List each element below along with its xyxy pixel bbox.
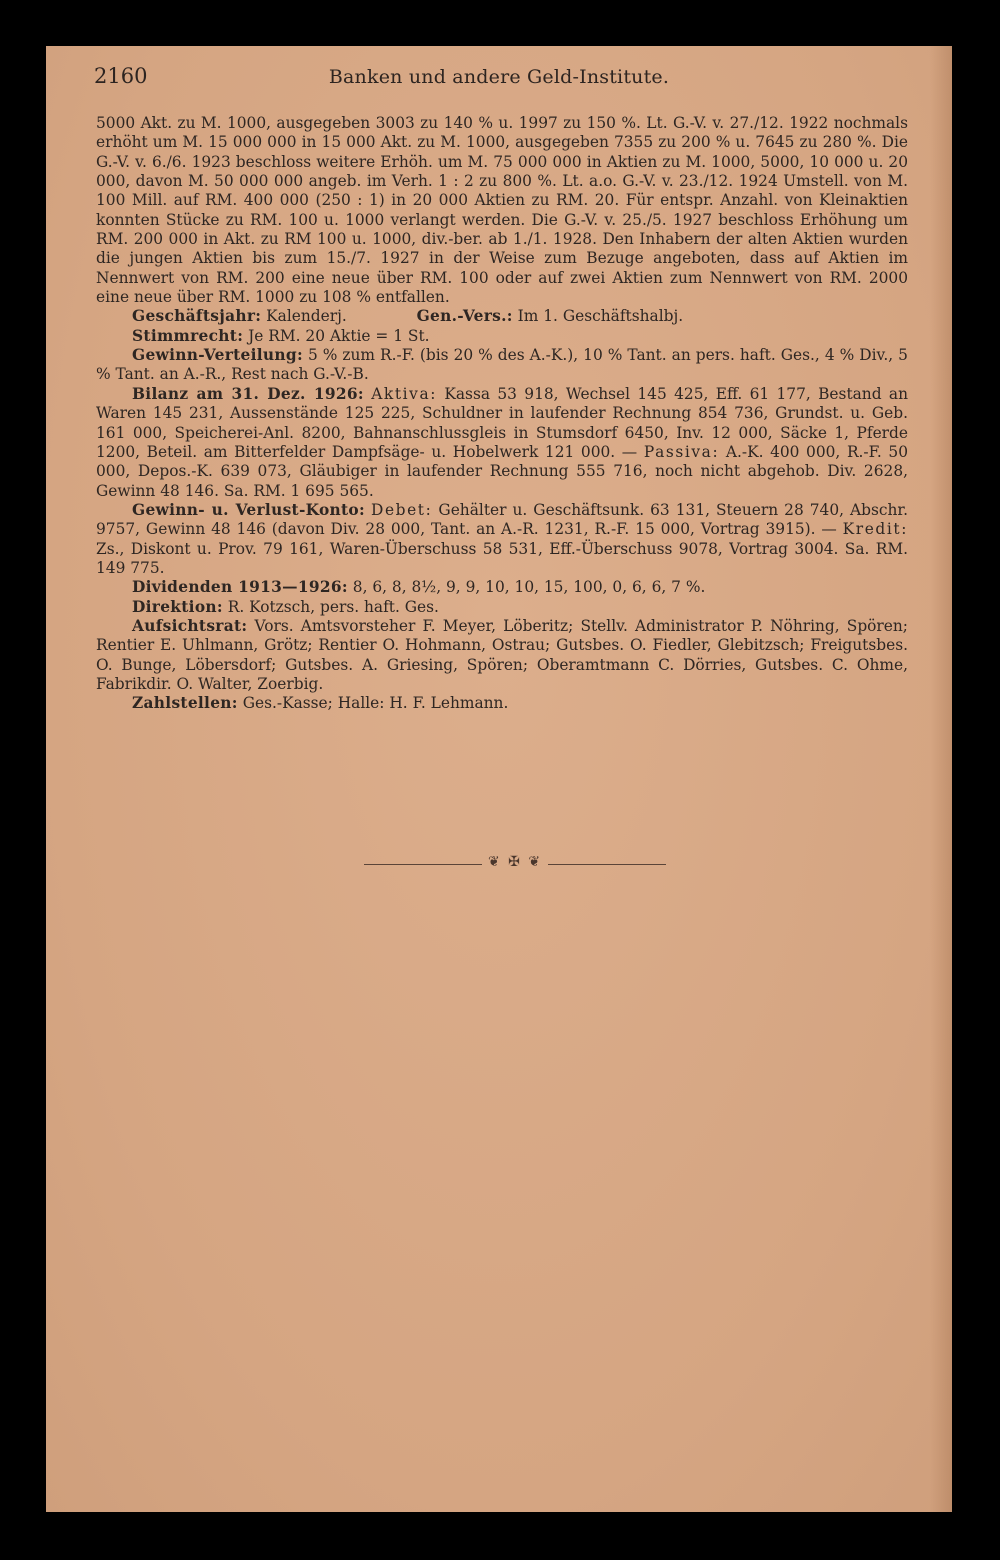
paragraph-dividends	[96, 578, 908, 597]
paragraph-profit-loss	[96, 501, 908, 578]
body-text	[96, 114, 908, 714]
section-divider-ornament	[364, 856, 666, 872]
running-title: Banken und andere Geld-Institute.	[328, 66, 670, 88]
assets-text: Kassa 53 918, Wechsel 145 425, Eff. 61 177, Bestand an Waren 145 231, Aussenstände 125 225, Schuldner in laufender Rechnung 854 736, Grundst. u. Geb. 161 000, Speicherei-Anl. 8200, Bahnanschlussgleis in Stumsdorf 6450, Inv. 12 000, Säcke 1, Pferde 1200, Beteil. am Bitterfelder Dampfsäge- u. Hobelwerk 121 000. —	[96, 384, 908, 461]
paragraph-fiscal-year	[96, 307, 908, 326]
paragraph-paying-agents	[96, 694, 908, 713]
page-number: 2160	[94, 64, 148, 88]
paragraph-profit-distribution	[96, 346, 908, 385]
fiscal-year-text: Kalenderj.	[266, 307, 347, 326]
profit-distribution-label: Gewinn-Verteilung:	[132, 346, 303, 365]
paragraph-voting-right	[96, 327, 908, 346]
management-text: R. Kotzsch, pers. haft. Ges.	[227, 597, 439, 616]
voting-right-label: Stimmrecht:	[132, 326, 244, 345]
general-meeting-label: Gen.-Vers.:	[416, 307, 513, 326]
liabilities-text: A.-K. 400 000, R.-F. 50 000, Depos.-K. 639 073, Gläubiger in laufender Rechnung 555 716, noch nicht abgehob. Div. 2628, Gewinn 48 146. Sa. RM. 1 695 565.	[96, 442, 908, 500]
debit-label: Debet:	[371, 500, 433, 519]
paying-agents-text: Ges.-Kasse; Halle: H. F. Lehmann.	[242, 694, 509, 713]
paying-agents-label: Zahlstellen:	[132, 694, 238, 713]
management-label: Direktion:	[132, 597, 223, 616]
general-meeting-text: Im 1. Geschäftshalbj.	[517, 307, 684, 326]
paragraph-balance-sheet	[96, 385, 908, 501]
supervisory-board-text: Vors. Amtsvorsteher F. Meyer, Löberitz; Stellv. Administrator P. Nöhring, Spören; Rentier E. Uhlmann, Grötz; Rentier O. Hohmann, Ostrau; Gutsbes. O. Fiedler, Glebitzsch; Freigutsbes. O. Bunge, Löbersdorf; Gutsbes. A. Griesing, Spören; Oberamtmann C. Dörries, Gutsbes. C. Ohme, Fabrikdir. O. Walter, Zoerbig.	[96, 616, 908, 693]
balance-sheet-label: Bilanz am 31. Dez. 1926:	[132, 384, 364, 403]
paragraph-supervisory-board	[96, 617, 908, 694]
paragraph-capital-history	[96, 114, 908, 307]
page-header	[94, 64, 904, 94]
ornament-glyphs: ❦ ✠ ❦	[487, 854, 543, 870]
paragraph-management	[96, 598, 908, 617]
credit-text: Zs., Diskont u. Prov. 79 161, Waren-Überschuss 58 531, Eff.-Überschuss 9078, Vortrag 3004. Sa. RM. 149 775.	[96, 539, 908, 577]
fiscal-year-label: Geschäftsjahr:	[132, 307, 262, 326]
dividends-text: 8, 6, 8, 8½, 9, 9, 10, 10, 15, 100, 0, 6, 6, 7 %.	[352, 578, 706, 597]
profit-distribution-text: 5 % zum R.-F. (bis 20 % des A.-K.), 10 % Tant. an pers. haft. Ges., 4 % Div., 5 % Tant. an A.-R., Rest nach G.-V.-B.	[96, 346, 908, 384]
divider-line-right	[548, 864, 666, 865]
divider-line-left	[364, 864, 482, 865]
profit-loss-label: Gewinn- u. Verlust-Konto:	[132, 500, 365, 519]
credit-label: Kredit:	[842, 520, 908, 539]
debit-text: Gehälter u. Geschäftsunk. 63 131, Steuern 28 740, Abschr. 9757, Gewinn 48 146 (davon Div. 28 000, Tant. an A.-R. 1231, R.-F. 15 000, Vortrag 3915). —	[96, 500, 908, 539]
document-page	[46, 46, 952, 1512]
dividends-label: Dividenden 1913—1926:	[132, 578, 348, 597]
assets-label: Aktiva:	[371, 384, 438, 403]
voting-right-text: Je RM. 20 Aktie = 1 St.	[248, 326, 430, 345]
supervisory-board-label: Aufsichtsrat:	[132, 616, 248, 635]
liabilities-label: Passiva:	[643, 442, 720, 461]
page-edge-shadow	[930, 46, 952, 1512]
capital-history-text: 5000 Akt. zu M. 1000, ausgegeben 3003 zu 140 % u. 1997 zu 150 %. Lt. G.-V. v. 27./12. 1922 nochmals erhöht um M. 15 000 000 in 15 000 Akt. zu M. 1000, ausgegeben 7355 zu 200 % u. 7645 zu 280 %. Die G.-V. v. 6./6. 1923 beschloss weitere Erhöh. um M. 75 000 000 in Aktien zu M. 1000, 5000, 10 000 u. 20 000, davon M. 50 000 000 angeb. im Verh. 1 : 2 zu 800 %. Lt. a.o. G.-V. v. 23./12. 1924 Umstell. von M. 100 Mill. auf RM. 400 000 (250 : 1) in 20 000 Aktien zu RM. 20. Für entspr. Anzahl. von Kleinaktien konnten Stücke zu RM. 100 u. 1000 verlangt werden. Die G.-V. v. 25./5. 1927 beschloss Erhöhung um RM. 200 000 in Akt. zu RM 100 u. 1000, div.-ber. ab 1./1. 1928. Den Inhabern der alten Aktien wurden die jungen Aktien bis zum 15./7. 1927 in der Weise zum Bezuge angeboten, dass auf Aktien im Nennwert von RM. 200 eine neue über RM. 100 oder auf zwei Aktien zum Nennwert von RM. 2000 eine neue über RM. 1000 zu 108 % entfallen.	[96, 114, 908, 307]
